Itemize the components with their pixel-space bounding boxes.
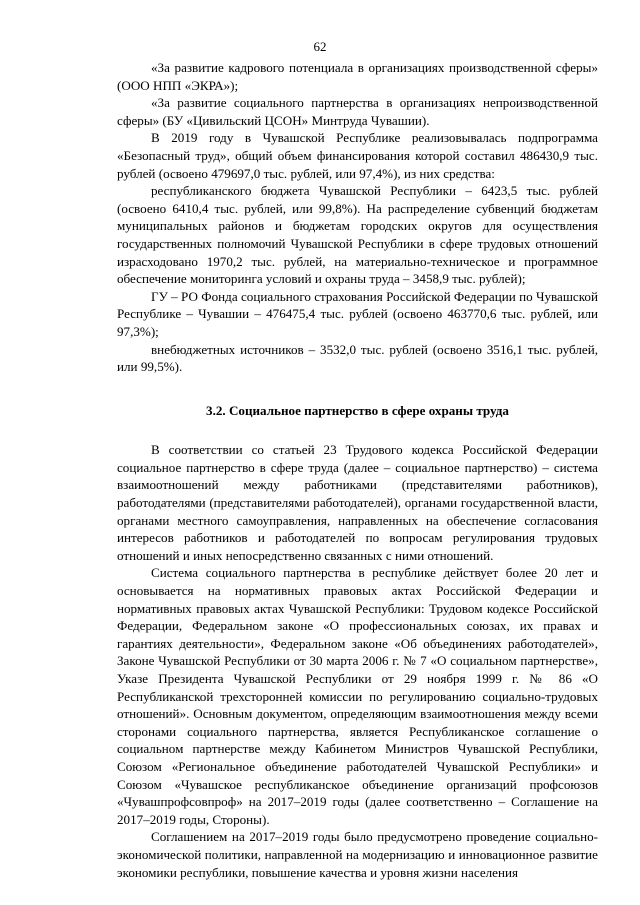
paragraph: «За развитие социального партнерства в организациях непроизводственной сферы» (БУ «Цивильский ЦСОН» Минтруда Чувашии). [117,95,598,128]
page-number: 62 [313,39,327,54]
paragraph: Соглашением на 2017–2019 годы было предусмотрено проведение социально-экономической политики, направленной на модернизацию и инновационное развитие экономики республики, повышение качества и уровня жизни населения [117,829,598,880]
paragraph: «За развитие кадрового потенциала в организациях производственной сферы» (ООО НПП «ЭКРА»); [117,60,598,93]
document-body [117,59,598,881]
paragraph: внебюджетных источников – 3532,0 тыс. рублей (освоено 3516,1 тыс. рублей, или 99,5%). [117,341,598,375]
paragraph: В соответствии со статьей 23 Трудового кодекса Российской Федерации социальное партнерство в сфере труда (далее – социальное партнерство) – система взаимоотношений между работниками (представителями работников), работодателями (представителями работодателей), органами государственной власти, органами местного самоуправления, направленных на обеспечение согласования интересов работников и работодателей по вопросам регулирования трудовых отношений и иных непосредственно связанных с ними отношений. [117,442,598,563]
paragraph: В 2019 году в Чувашской Республике реализовывалась подпрограмма «Безопасный труд», общий объем финансирования которой составил 486430,9 тыс. рублей (освоено 479697,0 тыс. рублей, или 97,4%), из них средства: [117,130,598,181]
section-heading: 3.2. Социальное партнерство в сфере охраны труда [206,402,509,418]
paragraph: Система социального партнерства в республике действует более 20 лет и основывается на нормативных правовых актах Российской Федерации и нормативных правовых актах Чувашской Республики: Трудовом кодексе Российской Федерации, Федеральном законе «О профессиональных союзах, их правах и гарантиях деятельности», Федеральном законе «Об объединениях работодателей», Законе Чувашской Республики от 30 марта 2006 г. № 7 «О социальном партнерстве», Указе Президента Чувашской Республики от 29 ноября 1999 г. № 86 «О Республиканской трехсторонней комиссии по регулированию социально-трудовых отношений». Основным документом, определяющим взаимоотношения между всеми сторонами социального партнерства, является Республиканское соглашение о социальном партнерстве между Кабинетом Министров Чувашской Республики, Союзом «Региональное объединение работодателей Чувашской Республики» и Союзом «Чувашское республиканское объединение организаций профсоюзов «Чувашпрофсовпроф» на 2017–2019 годы (далее соответственно – Соглашение на 2017–2019 годы, Стороны). [117,565,598,827]
paragraph: республиканского бюджета Чувашской Республики – 6423,5 тыс. рублей (освоено 6410,4 тыс. рублей, или 99,8%). На распределение субвенций бюджетам муниципальных районов и бюджетам городских округов для осуществления государственных полномочий Чувашской Республики в сфере трудовых отношений израсходовано 1970,2 тыс. рублей, на материально-техническое и программное обеспечение мониторинга условий и охраны труда – 3458,9 тыс. рублей); [117,183,598,287]
paragraph: ГУ – РО Фонда социального страхования Российской Федерации по Чувашской Республике – Чувашии – 476475,4 тыс. рублей (освоено 463770,6 тыс. рублей, или 97,3%); [117,288,598,339]
